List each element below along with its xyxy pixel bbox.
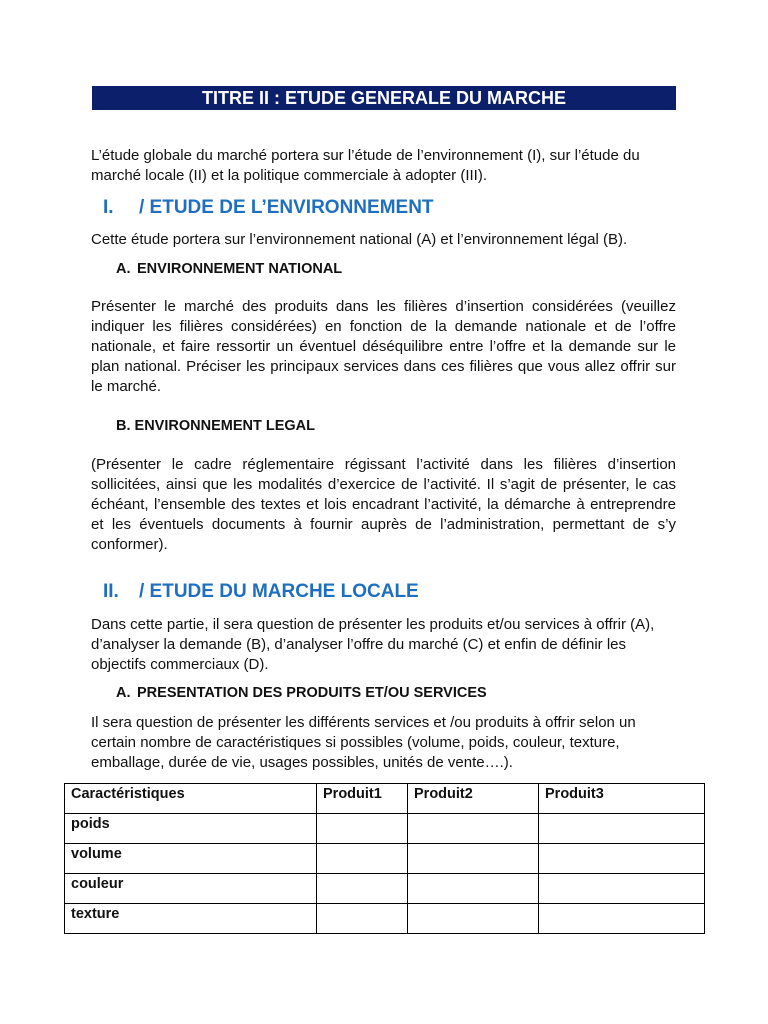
table-cell: couleur — [65, 874, 317, 904]
section-2-heading — [103, 580, 419, 604]
table-cell — [317, 814, 408, 844]
section-1a-title: ENVIRONNEMENT NATIONAL — [137, 261, 343, 277]
section-1-intro: Cette étude portera sur l’environnement national (A) et l’environnement légal (B). — [91, 231, 628, 248]
section-1a-heading — [116, 259, 342, 279]
section-2-number: II. — [103, 581, 119, 602]
section-1-heading — [103, 196, 434, 220]
section-2a-title: PRESENTATION DES PRODUITS ET/OU SERVICES — [137, 685, 487, 701]
table-cell — [317, 844, 408, 874]
table-cell — [539, 844, 705, 874]
table-header-cell: Produit1 — [317, 784, 408, 814]
table-cell — [408, 844, 539, 874]
table-row — [65, 844, 705, 874]
section-2a-heading — [116, 683, 487, 703]
section-1b-text: (Présenter le cadre réglementaire régissant l’activité dans les filières d’insertion sollicitées, ainsi que les modalités d’exercice de l’activité. Il s’agit de présenter, le cas échéant, l’ensemble des textes et lois encadrant l’activité, la démarche à entreprendre et les éventuels documents à fournir auprès de l’administration, permettant de s’y conformer). — [91, 456, 676, 553]
intro-paragraph: L’étude globale du marché portera sur l’étude de l’environnement (I), sur l’étude du marché locale (II) et la politique commerciale à adopter (III). — [91, 147, 640, 184]
section-1a-text: Présenter le marché des produits dans les filières d’insertion considérées (veuillez indiquer les filières considérées) en fonction de la demande nationale et de l’offre nationale, et faire ressortir un éventuel déséquilibre entre l’offre et la demande sur le plan national. Préciser les principaux services dans ces filières que vous allez offrir sur le marché. — [91, 298, 676, 395]
table-cell: volume — [65, 844, 317, 874]
section-1-title: / ETUDE DE L’ENVIRONNEMENT — [139, 197, 434, 218]
table-row — [65, 874, 705, 904]
section-1a-number: A. — [116, 261, 131, 277]
section-1-number: I. — [103, 197, 114, 218]
table-cell — [317, 874, 408, 904]
table-header-row — [65, 784, 705, 814]
section-2-title: / ETUDE DU MARCHE LOCALE — [139, 581, 419, 602]
table-cell — [539, 904, 705, 934]
section-2a-text: Il sera question de présenter les différents services et /ou produits à offrir selon un certain nombre de caractéristiques si possibles (volume, poids, couleur, texture, emballage, durée de vie, usages possibles, unités de vente….). — [91, 714, 636, 771]
table-header-cell: Produit2 — [408, 784, 539, 814]
section-2a-number: A. — [116, 685, 131, 701]
table-cell — [408, 904, 539, 934]
table-cell — [539, 874, 705, 904]
section-1b-heading: B. ENVIRONNEMENT LEGAL — [116, 418, 315, 434]
section-2-intro: Dans cette partie, il sera question de présenter les produits et/ou services à offrir (A), d’analyser la demande (B), d’analyser l’offre du marché (C) et enfin de définir les objectifs commerciaux (D). — [91, 616, 655, 673]
table-header-cell: Caractéristiques — [65, 784, 317, 814]
table-cell — [317, 904, 408, 934]
table-row — [65, 814, 705, 844]
table-cell: texture — [65, 904, 317, 934]
table-cell — [408, 874, 539, 904]
table-header-cell: Produit3 — [539, 784, 705, 814]
table-cell — [408, 814, 539, 844]
document-title: TITRE II : ETUDE GENERALE DU MARCHE — [92, 86, 676, 110]
characteristics-table — [64, 783, 705, 934]
table-cell: poids — [65, 814, 317, 844]
table-cell — [539, 814, 705, 844]
table-row — [65, 904, 705, 934]
